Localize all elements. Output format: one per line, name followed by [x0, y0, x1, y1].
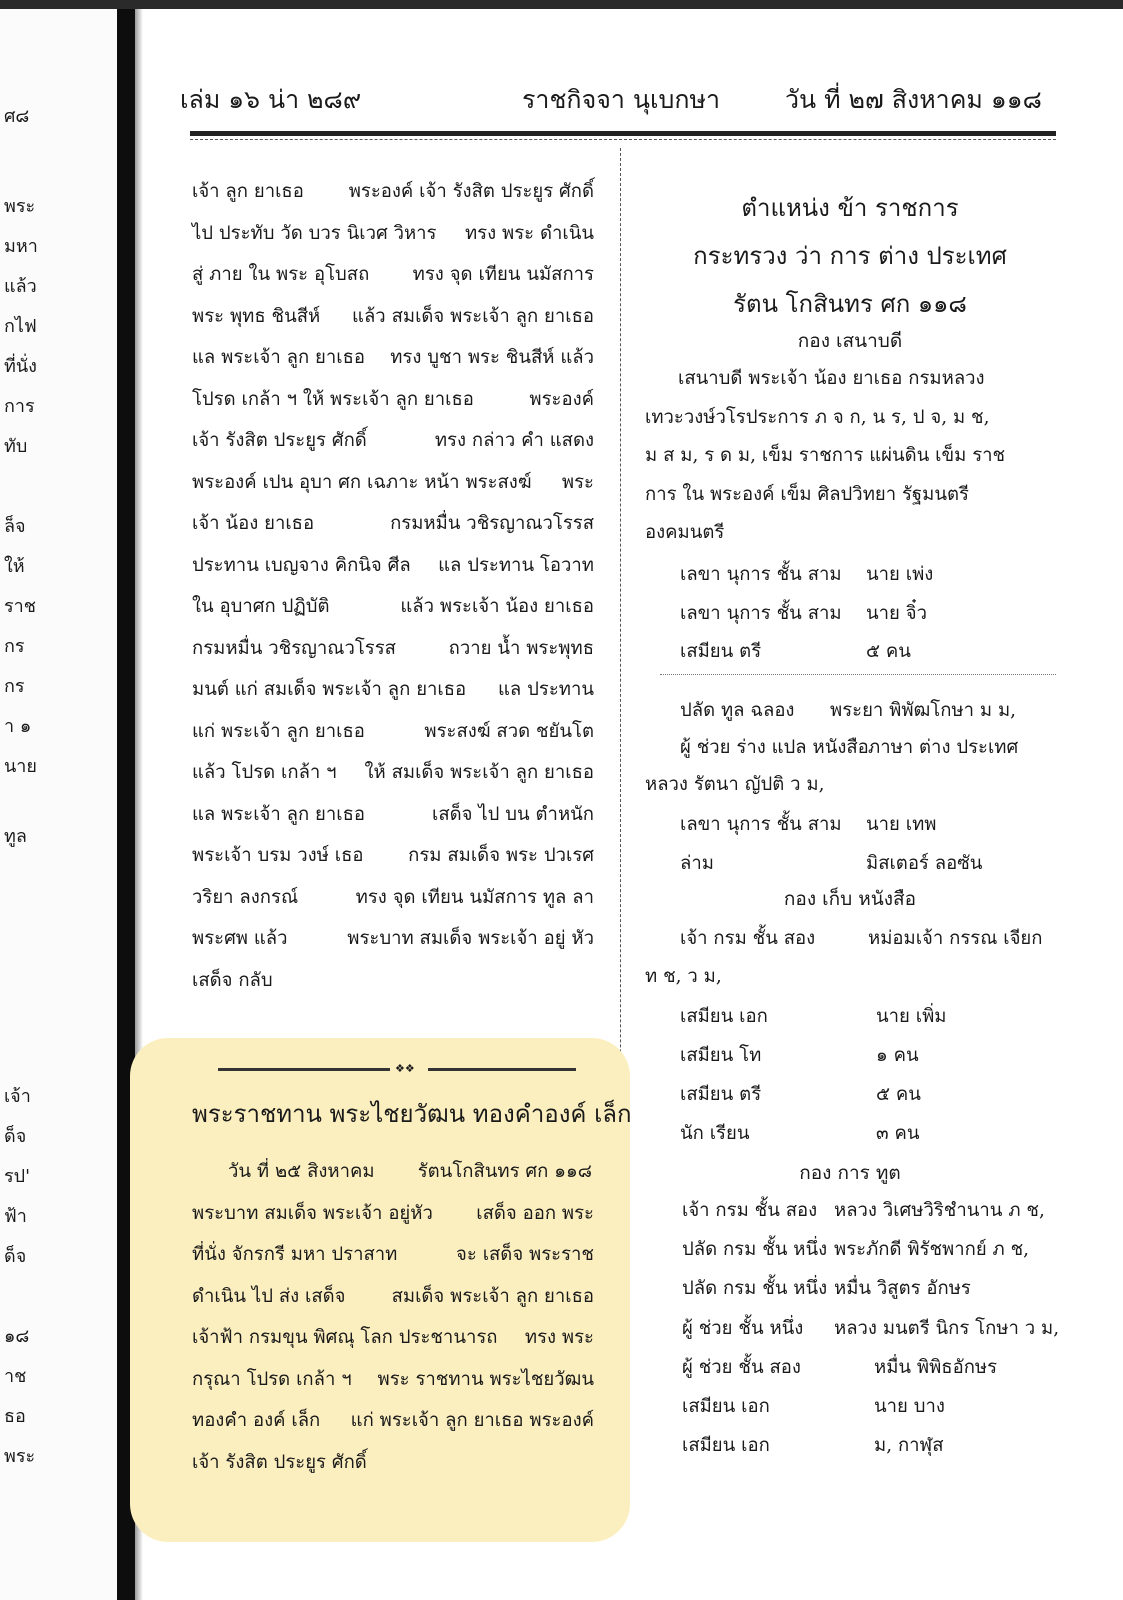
line-start: เจ้าฟ้า กรมขุน พิศณุ โลก ประชานารถ	[192, 1327, 498, 1348]
line-start: เสด็จ กลับ	[192, 969, 273, 991]
position-title: ผู้ ช่วย ชั้น สอง	[682, 1356, 801, 1378]
line-end: แก่ พระเจ้า ลูก ยาเธอ พระองค์	[350, 1410, 594, 1431]
line-start: พระศพ แล้ว	[192, 928, 288, 949]
line-end: เสด็จ ไป บน ตำหนัก	[432, 803, 594, 825]
body-line	[192, 263, 594, 287]
name-or-count: นาย บาง	[874, 1396, 945, 1417]
body-line	[192, 305, 594, 329]
body-line	[192, 512, 594, 536]
name-or-count: นาย เพ่ง	[866, 564, 934, 585]
position-title: เจ้า กรม ชั้น สอง	[682, 1200, 818, 1221]
facing-page-fragment: เจ้า	[4, 1086, 31, 1107]
line-start: ดำเนิน ไป ส่ง เสด็จ	[192, 1285, 346, 1307]
line-end: ทรง พระ	[524, 1327, 594, 1348]
line-end: ทรง จุด เทียน นมัสการ	[412, 264, 594, 285]
body-line	[192, 222, 594, 246]
name-or-count: พระภักดี พิรัชพากย์ ภ ช,	[834, 1239, 1030, 1261]
position-title: ผู้ ช่วย ร่าง แปล หนังสือ	[680, 737, 869, 758]
staff-row	[680, 599, 1080, 628]
header-volume-page: เล่ม ๑๖ น่า ๒๘๙	[180, 85, 362, 114]
section-heading: กอง การ ทูต	[799, 1162, 901, 1184]
line-start: วริยา ลงกรณ์	[192, 886, 299, 908]
line-end: พระองค์	[529, 388, 594, 410]
facing-page-fragment: พระ	[4, 196, 36, 217]
text-line: ม ส ม, ร ด ม, เข็ม ราชการ แผ่นดิน เข็ม ราช	[645, 445, 1006, 466]
position-title: ล่าม	[680, 852, 714, 874]
text-line	[680, 924, 1080, 953]
position-title: เสมียน ตรี	[680, 1084, 762, 1105]
line-start: เจ้า รังสิต ประยูร ศักดิ์	[192, 430, 367, 451]
name-or-count: ม, กาฬุส	[874, 1435, 944, 1457]
line-end: กรม สมเด็จ พระ ปวเรศ	[408, 845, 594, 866]
line-end: แล ประทาน	[498, 679, 594, 700]
body-line	[192, 761, 594, 785]
body-line	[192, 637, 594, 661]
line-start: แล พระเจ้า ลูก ยาเธอ	[192, 347, 366, 368]
facing-page-fragment: ฟ้า	[4, 1206, 27, 1227]
staff-row	[680, 1041, 1080, 1070]
line-start: กรมหมื่น วชิรญาณวโรรส	[192, 637, 396, 659]
position-title: เลขา นุการ ชั้น สาม	[680, 564, 842, 585]
body-line	[192, 471, 594, 495]
line-start: เจ้า ลูก ยาเธอ	[192, 181, 304, 202]
header-publication-title: ราชกิจจา นุเบกษา	[522, 85, 721, 114]
line-start: มนต์ แก่ สมเด็จ พระเจ้า ลูก ยาเธอ	[192, 679, 467, 700]
line-end: พระ ราชทาน พระไชยวัฒน	[377, 1368, 594, 1390]
name-or-count: ๕ คน	[876, 1084, 921, 1105]
position-title: นัก เรียน	[680, 1123, 750, 1144]
staff-row	[682, 1235, 1082, 1264]
line-end: เสด็จ ออก พระ	[476, 1202, 594, 1224]
section-title: รัตน โกสินทร ศก ๑๑๘	[733, 290, 967, 318]
line-end: รัตนโกสินทร ศก ๑๑๘	[417, 1161, 592, 1182]
article-line	[192, 1202, 594, 1226]
facing-page-fragment: พระ	[4, 1446, 36, 1467]
article-line	[192, 1285, 594, 1309]
position-title: เลขา นุการ ชั้น สาม	[680, 602, 842, 624]
article-line	[192, 1368, 594, 1392]
line-start: เจ้า น้อง ยาเธอ	[192, 513, 315, 534]
name-or-count: ๕ คน	[866, 641, 911, 662]
line-start: วัน ที่ ๒๕ สิงหาคม	[228, 1161, 375, 1182]
position-title: ปลัด กรม ชั้น หนึ่ง	[682, 1278, 828, 1300]
staff-row	[682, 1274, 1082, 1303]
line-start: แล้ว โปรด เกล้า ฯ	[192, 762, 337, 783]
name-or-count: หลวง มนตรี นิกร โกษา ว ม,	[834, 1317, 1060, 1339]
text-line: เทวะวงษ์วโรประการ ภ จ ก, น ร, ป จ, ม ช,	[645, 406, 990, 428]
line-end: แล ประทาน โอวาท	[438, 554, 594, 576]
position-title: เสมียน ตรี	[680, 641, 762, 662]
header-rule-dashed	[190, 139, 1056, 141]
line-start: ที่นั่ง จักรกรี มหา ปราสาท	[192, 1244, 398, 1265]
line-start: พระเจ้า บรม วงษ์ เธอ	[192, 845, 364, 866]
header-date: วัน ที่ ๒๗ สิงหาคม ๑๑๘	[785, 85, 1042, 114]
text-line: การ ใน พระองค์ เข็ม ศิลปวิทยา รัฐมนตรี	[645, 483, 969, 505]
position-title: เจ้า กรม ชั้น สอง	[680, 928, 816, 949]
facing-page-fragment: ทับ	[4, 436, 28, 457]
line-end: พระบาท สมเด็จ พระเจ้า อยู่ หัว	[347, 928, 594, 949]
line-start: พระบาท สมเด็จ พระเจ้า อยู่หัว	[192, 1202, 433, 1224]
facing-page-fragment: าช	[4, 1366, 27, 1387]
facing-page-fragment: ล็จ	[4, 516, 26, 537]
staff-row	[682, 1196, 1082, 1225]
facing-page-fragment: รป'	[4, 1166, 31, 1187]
facing-page-edge	[0, 9, 117, 1600]
name-or-count: หลวง วิเศษวิริชำนาน ภ ช,	[834, 1200, 1045, 1221]
line-end: แล้ว สมเด็จ พระเจ้า ลูก ยาเธอ	[352, 305, 594, 327]
ornament-rule-right	[428, 1068, 576, 1071]
body-line	[192, 886, 594, 910]
line-end: ทรง บูชา พระ ชินสีห์ แล้ว	[390, 347, 594, 368]
line-end: แล้ว พระเจ้า น้อง ยาเธอ	[400, 596, 594, 617]
body-line	[192, 927, 594, 951]
position-title: เสมียน เอก	[680, 1006, 768, 1027]
body-line	[192, 844, 594, 868]
facing-page-fragment: ธอ	[4, 1406, 26, 1427]
line-end: พระสงฆ์ สวด ชยันโต	[424, 720, 594, 742]
staff-row	[680, 1080, 1080, 1109]
staff-row	[680, 1119, 1080, 1148]
line-start: แก่ พระเจ้า ลูก ยาเธอ	[192, 720, 365, 742]
facing-page-fragment: กร	[4, 676, 25, 697]
staff-row	[680, 560, 1080, 589]
body-line	[192, 429, 594, 453]
line-end: กรมหมื่น วชิรญาณวโรรส	[390, 513, 594, 534]
staff-row	[680, 1002, 1080, 1031]
facing-page-fragment: ที่นั่ง	[4, 356, 37, 377]
staff-row	[682, 1431, 1082, 1460]
staff-row	[680, 849, 1080, 878]
dotted-separator	[660, 674, 1056, 675]
line-end: พระองค์ เจ้า รังสิต ประยูร ศักดิ์	[348, 181, 594, 202]
body-line	[192, 969, 594, 993]
article-line	[228, 1160, 592, 1184]
line-start: เจ้า รังสิต ประยูร ศักดิ์	[192, 1451, 367, 1473]
name-or-count: หมื่น พิพิธอักษร	[874, 1356, 998, 1378]
ornament-center: ❖❖	[395, 1062, 415, 1075]
body-line	[192, 678, 594, 702]
line-start: สู่ ภาย ใน พระ อุโบสถ	[192, 264, 370, 285]
line-end: ให้ สมเด็จ พระเจ้า ลูก ยาเธอ	[364, 762, 594, 783]
line-start: กรุณา โปรด เกล้า ฯ	[192, 1368, 352, 1390]
text-line: เสนาบดี พระเจ้า น้อง ยาเธอ กรมหลวง	[678, 368, 985, 389]
top-border	[0, 0, 1123, 9]
line-end: ทรง พระ ดำเนิน	[464, 222, 594, 244]
body-line	[192, 554, 594, 578]
body-line	[192, 803, 594, 827]
position-title: เสมียน โท	[680, 1045, 762, 1066]
staff-row	[680, 810, 1080, 839]
name-or-count: นาย เทพ	[866, 814, 937, 835]
staff-row	[682, 1353, 1082, 1382]
ornament-rule-left	[218, 1068, 390, 1071]
line-start: ไป ประทับ วัด บวร นิเวศ วิหาร	[192, 222, 437, 244]
name-or-count: นาย จิ๋ว	[866, 602, 927, 624]
name-or-count: นาย เพิ่ม	[876, 1006, 947, 1027]
body-line	[192, 595, 594, 619]
section-title: กระทรวง ว่า การ ต่าง ประเทศ	[693, 242, 1007, 270]
body-line	[192, 180, 594, 204]
body-line	[192, 720, 594, 744]
name-or-count: ๑ คน	[876, 1045, 919, 1066]
line-start: พระ พุทธ ชินสีห์	[192, 305, 321, 327]
facing-page-fragment: กร	[4, 636, 25, 657]
facing-page-fragment: กไฟ	[4, 316, 37, 337]
facing-page-fragment: การ	[4, 396, 35, 417]
staff-row	[682, 1392, 1082, 1421]
article-line	[192, 1451, 594, 1475]
header-rule	[190, 131, 1056, 136]
facing-page-fragment: า ๑	[4, 716, 32, 737]
facing-page-fragment: มหา	[4, 236, 38, 257]
line-end: ถวาย น้ำ พระพุทธ	[448, 637, 594, 659]
line-end: ทรง กล่าว คำ แสดง	[434, 430, 594, 451]
section-title: ตำแหน่ง ข้า ราชการ	[741, 194, 959, 222]
section-heading: กอง เก็บ หนังสือ	[783, 888, 917, 910]
line-end: ทรง จุด เทียน นมัสการ ทูล ลา	[355, 886, 594, 908]
article-title: พระราชทาน พระไชยวัฒน ทองคำองค์ เล็ก	[192, 1100, 632, 1128]
line-end: จะ เสด็จ พระราช	[456, 1244, 594, 1265]
line-end: สมเด็จ พระเจ้า ลูก ยาเธอ	[391, 1285, 594, 1307]
text-line	[680, 696, 1080, 725]
facing-page-fragment: ๑๘	[4, 1326, 30, 1347]
name-or-count: หม่อมเจ้า กรรณ เจียก	[868, 928, 1043, 949]
name-or-count: ภาษา ต่าง ประเทศ	[868, 737, 1019, 758]
facing-page-fragment: ศ๘	[4, 106, 30, 127]
facing-page-fragment: ราช	[4, 596, 36, 617]
facing-page-fragment: ด็จ	[4, 1246, 27, 1267]
position-title: ปลัด ทูล ฉลอง	[680, 700, 795, 721]
line-start: ทองคำ องค์ เล็ก	[192, 1410, 321, 1431]
text-line: ท ช, ว ม,	[645, 966, 722, 987]
text-line	[680, 733, 1080, 762]
facing-page-fragment: แล้ว	[4, 276, 37, 297]
position-title: ปลัด กรม ชั้น หนึ่ง	[682, 1239, 828, 1261]
staff-row	[680, 637, 1080, 666]
article-line	[192, 1243, 594, 1267]
body-line	[192, 346, 594, 370]
section-heading: กอง เสนาบดี	[797, 330, 903, 352]
line-start: ใน อุบาศก ปฏิบัติ	[192, 596, 330, 617]
line-start: ประทาน เบญจาง คิกนิจ ศีล	[192, 554, 411, 576]
position-title: เสมียน เอก	[682, 1435, 770, 1457]
name-or-count: หมื่น วิสูตร อักษร	[834, 1278, 971, 1300]
text-line: หลวง รัตนา ญัปติ ว ม,	[645, 774, 825, 795]
line-start: พระองค์ เปน อุบา ศก เฉภาะ หน้า พระสงฆ์	[192, 471, 532, 493]
position-title: เลขา นุการ ชั้น สาม	[680, 814, 842, 835]
line-start: แล พระเจ้า ลูก ยาเธอ	[192, 803, 366, 825]
facing-page-fragment: ให้	[4, 556, 25, 577]
position-title: เสมียน เอก	[682, 1396, 770, 1417]
name-or-count: พระยา พิพัฒโกษา ม ม,	[830, 700, 1017, 721]
article-line	[192, 1409, 594, 1433]
article-line	[192, 1326, 594, 1350]
name-or-count: มิสเตอร์ ลอซัน	[866, 852, 983, 874]
body-line	[192, 388, 594, 412]
line-end: พระ	[561, 471, 594, 493]
name-or-count: ๓ คน	[876, 1123, 920, 1144]
facing-page-fragment: นาย	[4, 756, 37, 777]
facing-page-fragment: ด็จ	[4, 1126, 27, 1147]
position-title: ผู้ ช่วย ชั้น หนึ่ง	[682, 1317, 804, 1339]
text-line: องคมนตรี	[645, 522, 725, 543]
staff-row	[682, 1314, 1082, 1343]
facing-page-fragment: ทูล	[4, 826, 27, 847]
line-start: โปรด เกล้า ฯ ให้ พระเจ้า ลูก ยาเธอ	[192, 388, 474, 410]
